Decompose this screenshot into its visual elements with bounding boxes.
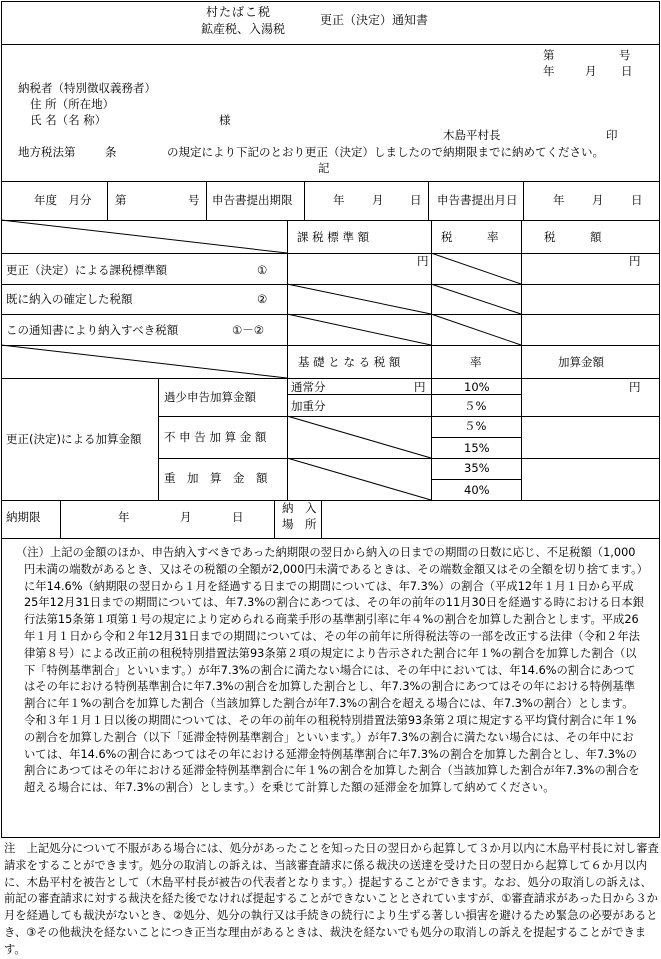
rate-40: 40% <box>464 483 490 497</box>
document-title: 更正（決定）通知書 <box>320 13 429 27</box>
deadline-day: 日 <box>232 510 244 524</box>
filing-date-year: 年 <box>553 193 565 207</box>
issue-day: 日 <box>621 64 633 78</box>
filing-deadline-day: 日 <box>410 193 422 207</box>
rate-5a: ５% <box>464 399 487 413</box>
law-article: 条 <box>105 145 117 159</box>
payment-place-line1: 納 入 <box>282 501 317 515</box>
fiscal-period-label: 年度 月分 <box>34 193 92 207</box>
rate-15: 15% <box>464 441 490 455</box>
doc-no-suffix: 号 <box>619 48 631 62</box>
col-base-tax: 基 礎 と な る 税 額 <box>298 355 401 369</box>
deadline-year: 年 <box>118 510 130 524</box>
issue-year: 年 <box>543 64 555 78</box>
row-confirmed-tax: 既に納入の確定した税額 <box>6 292 133 306</box>
honorific: 様 <box>219 113 231 127</box>
info-no-suffix: 号 <box>188 193 200 207</box>
unit-yen: 円 <box>629 254 641 268</box>
filing-date-month: 月 <box>592 193 604 207</box>
header-line2: 鉱産税、入湯税 <box>201 22 286 36</box>
col-taxable-base: 課 税 標 準 額 <box>297 230 370 244</box>
row-corrected-base-mark: ① <box>257 263 268 277</box>
heavy-penalty-label: 重 加 算 金 額 <box>164 471 268 485</box>
header-line1: 村たばこ税 <box>206 5 272 19</box>
extra-portion: 加重分 <box>291 399 326 413</box>
filing-date-day: 日 <box>631 193 643 207</box>
col-tax-amount: 税 額 <box>544 230 602 244</box>
law-prefix: 地方税法第 <box>18 145 76 159</box>
info-no-prefix: 第 <box>115 193 127 207</box>
penalty-group-label: 更正(決定)による加算金額 <box>6 432 142 446</box>
note-appeal: 注 上記処分について不服がある場合には、処分があったことを知った日の翌日から起算して３か月以内に木島平村長に対し審査請求をすることができます。処分の取消しの訴えは、当該審査請求に係る裁決の送達を受けた日の翌日から起算して６か月以内に、木島平村を被告として（木島平村長が被告の代表者となります。）提起することができます。なお、処分の取消しの訴えは、前記の審査請求に対する裁決を経た後でなければ提起することができないこととされていますが、①審査請求があった日から３か月を経過しても裁決がないとき、②処分、処分の執行又は手続きの続行により生ずる著しい損害を避けるため緊急の必要があるとき、③その他裁決を経ないことにつき正当な理由があるときは、裁決を経ないでも処分の取消しの訴えを提起することができます。 <box>4 842 659 956</box>
issuer-name: 木島平村長 <box>443 128 501 142</box>
unit-yen: 円 <box>417 254 429 268</box>
filing-deadline-label: 申告書提出期限 <box>212 193 293 207</box>
seal-mark: 印 <box>606 128 618 142</box>
row-confirmed-tax-mark: ② <box>257 292 268 306</box>
col-rate: 率 <box>470 355 482 369</box>
filing-deadline-year: 年 <box>333 193 345 207</box>
unit-yen: 円 <box>629 380 641 394</box>
rate-5b: ５% <box>464 419 487 433</box>
col-penalty-amount: 加算金額 <box>558 355 604 369</box>
row-payable-tax-mark: ①－② <box>232 323 265 337</box>
normal-portion: 通常分 <box>291 380 326 394</box>
ki-mark: 記 <box>318 161 330 175</box>
note-late-interest: （注）上記の金額のほか、申告納入すべきであった納期限の翌日から納入の日までの期間の日数に応じ、不足税額（1,000円未満の端数があるとき、又はその税額の全額が2,000円未満であるときは、その端数金額又はその全額を切り捨てます。）に年14.6%（納期限の翌日から１月を経過する日までの期間については、年7.3%）の割合（平成12年１月１日から平成25年12月31日までの期間については、年7.3%の割合にあつては、その年の前年の11月30日を経過する時における日本銀行法第15条第１項第１号の規定により定められる商業手形の基準割引率に年４%の割合を加算した割合とします。平成26年１月１日から令和２年12月31日までの期間については、その年の前年に所得税法等の一部を改正する法律（令和２年法律第８号）による改正前の租税特別措置法第93条第２項の規定により告示された割合に年１%の割合を加算した割合（以下「特例基準割合」といいます。）が年7.3%の割合に満たない場合には、その年中においては、年14.6%の割合にあつてはその年における特例基準割合に年7.3%の割合を加算した割合とし、年7.3%の割合にあつてはその年における特例基準割合に年１%の割合を加算した割合（当該加算した割合が年7.3%の割合を超える場合には、年7.3%の割合）とします。令和３年１月１日以後の期間については、その年の前年の租税特別措置法第93条第２項に規定する平均貸付割合に年１%の割合を加算した割合（以下「延滞金特例基準割合」といいます。）が年7.3%の割合に満たない場合には、その年中においては、年14.6%の割合にあつてはその年における延滞金特例基準割合に年7.3%の割合を加算した割合とし、年7.3%の割合にあつてはその年における延滞金特例基準割合に年１%の割合を加算した割合（当該加算した割合が年7.3%の割合を超える場合には、年7.3%の割合）とします。）を乗じて計算した額の延滞金を加算して納めてください。 <box>16 546 645 795</box>
payment-place-line2: 場 所 <box>282 517 317 531</box>
deadline-month: 月 <box>180 510 192 524</box>
under-report-label: 過少申告加算金額 <box>164 390 256 404</box>
taxpayer-label: 納税者（特別徴収義務者） <box>18 81 156 95</box>
filing-date-label: 申告書提出月日 <box>437 193 518 207</box>
rate-35: 35% <box>464 461 490 475</box>
filing-deadline-month: 月 <box>372 193 384 207</box>
col-tax-rate: 税 率 <box>441 230 499 244</box>
name-label: 氏 名（名 称） <box>30 113 107 127</box>
law-text: の規定により下記のとおり更正（決定）しましたので納期限までに納めてください。 <box>167 145 604 159</box>
row-payable-tax: この通知書により納入すべき税額 <box>6 323 179 337</box>
non-report-label: 不 申 告 加 算 金 額 <box>164 430 267 444</box>
unit-yen: 円 <box>414 380 426 394</box>
issue-month: 月 <box>585 64 597 78</box>
payment-deadline-label: 納期限 <box>6 510 41 524</box>
address-label: 住 所（所在地） <box>30 97 115 111</box>
row-corrected-base: 更正（決定）による課税標準額 <box>6 263 167 277</box>
rate-10: 10% <box>464 380 490 394</box>
doc-no-prefix: 第 <box>543 48 555 62</box>
